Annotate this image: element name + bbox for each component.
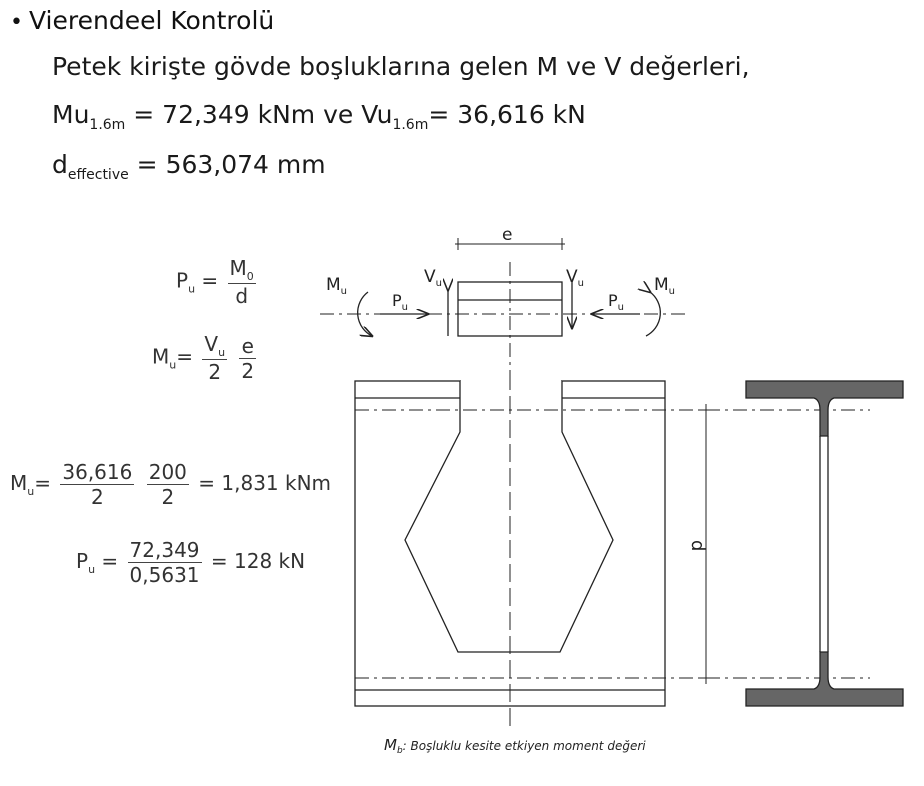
caption-text: : Boşluklu kesite etkiyen moment değeri [402, 739, 646, 753]
f4-lhs: P [76, 549, 89, 573]
label-pu-right: $P_u$ [608, 291, 624, 313]
vu-subscript: 1.6m [392, 117, 429, 133]
f3-num1: 36,616 [62, 460, 133, 484]
label-vu-left: $V_u$ [424, 267, 442, 289]
f2-num1-sub: u [218, 346, 226, 359]
vu-value: = 36,616 kN [428, 100, 586, 129]
f4-num: 72,349 [129, 538, 200, 562]
f3-den1: 2 [91, 485, 104, 509]
f2-lhs-sub: u [169, 358, 177, 372]
f1-lhs: P [176, 268, 189, 293]
bullet: • [10, 10, 23, 35]
f4-result: = 128 kN [210, 549, 306, 573]
f2-den1: 2 [208, 360, 222, 384]
f1-eq: = [201, 268, 219, 293]
label-e: e [502, 225, 513, 245]
i-section [746, 381, 903, 706]
tee-section-free-body [320, 238, 690, 372]
label-vu-right: $V_u$ [566, 267, 584, 289]
f3-lhs-sub: u [27, 485, 35, 498]
f4-eq: = [101, 549, 119, 573]
mu-value: = 72,349 kNm ve [125, 100, 362, 129]
label-mu-right: $M_u$ [654, 275, 676, 297]
f2-den2: 2 [241, 358, 255, 383]
f3-result: = 1,831 kNm [198, 471, 332, 495]
label-d: d [687, 540, 708, 552]
label-mu-left: $M_u$ [326, 275, 348, 297]
mu-subscript: 1.6m [89, 117, 126, 133]
mu-symbol: Mu [52, 100, 90, 129]
d-subscript: effective [67, 167, 129, 183]
f1-den: d [235, 284, 249, 308]
diagram-caption [384, 736, 646, 756]
f2-lhs: M [152, 344, 170, 369]
f2-num1: V [204, 332, 219, 356]
f1-num-sub: 0 [246, 270, 254, 283]
intro-line-1: Petek kirişte gövde boşluklarına gelen M ve V değerleri, [52, 52, 750, 81]
d-symbol: d [52, 150, 68, 179]
f2-eq: = [176, 344, 194, 369]
label-pu-left: $P_u$ [392, 291, 408, 313]
f1-num: M [229, 256, 247, 280]
caption-m-sub: b [396, 746, 403, 756]
caption-m: M [384, 736, 397, 754]
f3-den2: 2 [161, 485, 175, 509]
f4-den: 0,5631 [129, 563, 200, 587]
f2-num2: e [239, 334, 256, 359]
f1-lhs-sub: u [188, 282, 196, 296]
d-value: = 563,074 mm [128, 150, 326, 179]
f3-lhs: M [10, 471, 28, 495]
f3-eq: = [34, 471, 52, 495]
vu-symbol: Vu [361, 100, 393, 129]
beam-elevation [355, 372, 870, 726]
f4-lhs-sub: u [88, 563, 96, 576]
f3-num2: 200 [148, 460, 187, 484]
heading-title: Vierendeel Kontrolü [28, 6, 275, 35]
